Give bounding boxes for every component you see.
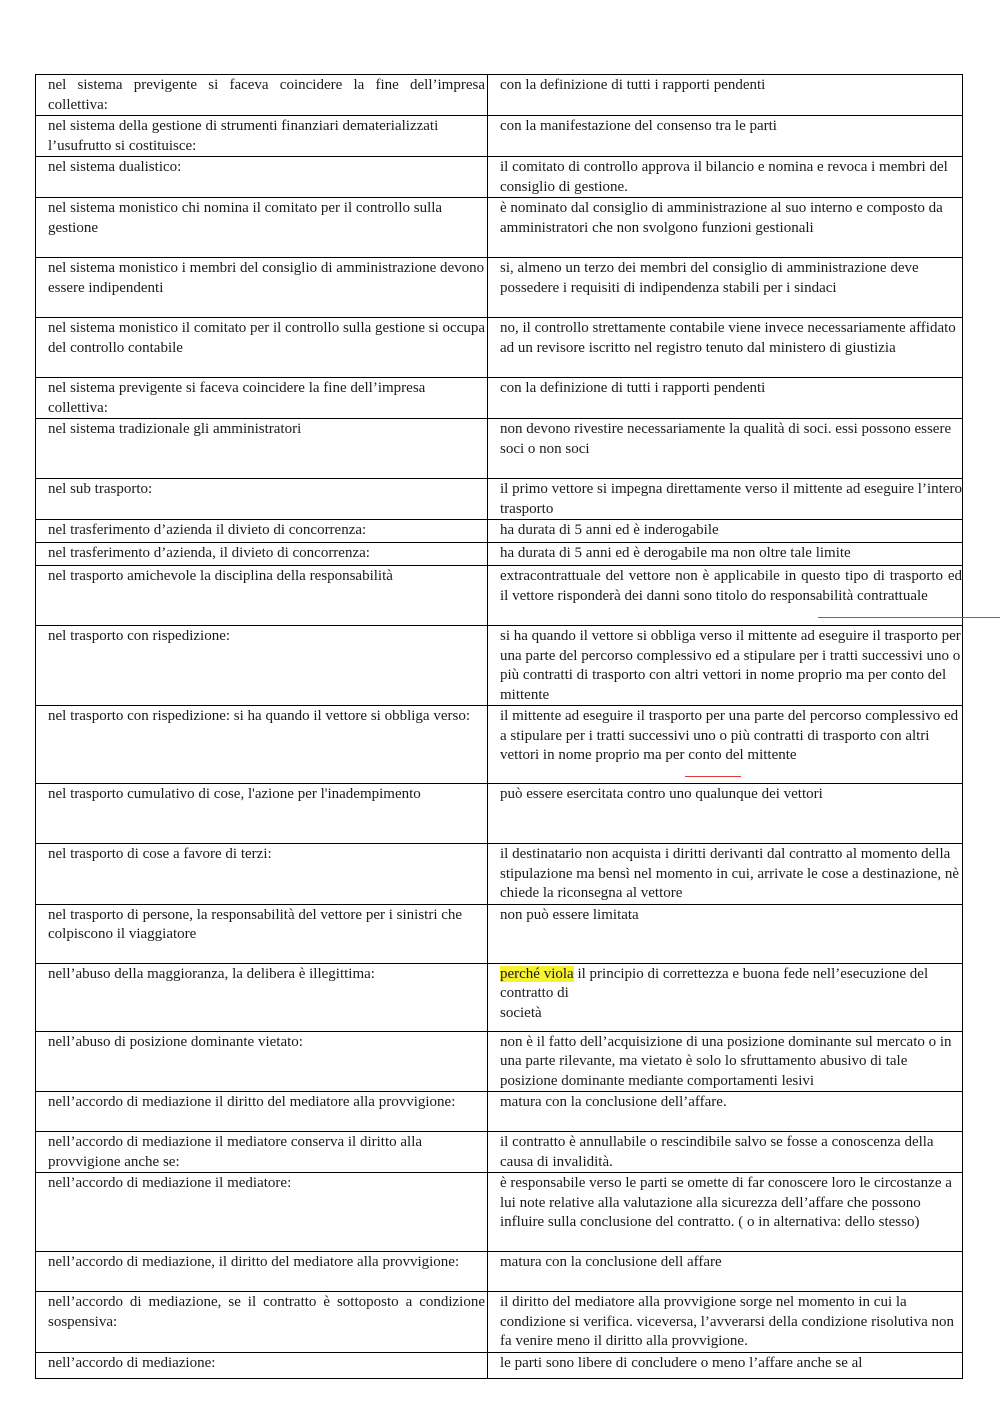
question-cell: nel trasporto con rispedizione: si ha quando il vettore si obbliga verso: — [36, 706, 488, 784]
answer-cell: con la definizione di tutti i rapporti pendenti — [488, 378, 963, 419]
table-row — [36, 116, 963, 157]
question-cell: nel sistema monistico il comitato per il controllo sulla gestione si occupa del controllo contabile — [36, 318, 488, 378]
table-row — [36, 75, 963, 116]
question-cell: nell’accordo di mediazione il mediatore conserva il diritto alla provvigione anche se: — [36, 1132, 488, 1173]
table-row — [36, 1173, 963, 1252]
table-row — [36, 844, 963, 905]
qa-table — [35, 74, 963, 1379]
table-row — [36, 479, 963, 520]
question-cell: nel sistema della gestione di strumenti finanziari dematerializzati l’usufrutto si costituisce: — [36, 116, 488, 157]
table-row — [36, 963, 963, 1031]
question-cell: nel sistema monistico chi nomina il comitato per il controllo sulla gestione — [36, 198, 488, 258]
table-row — [36, 784, 963, 844]
table-row — [36, 198, 963, 258]
table-row — [36, 1252, 963, 1292]
question-cell: nell’abuso di posizione dominante vietato: — [36, 1031, 488, 1092]
answer-cell: il diritto del mediatore alla provvigione sorge nel momento in cui la condizione si verifica. viceversa, l’avverarsi della condizione risolutiva non fa venire meno il diritto alla provvigione. — [488, 1292, 963, 1353]
question-cell: nell’accordo di mediazione il diritto del mediatore alla provvigione: — [36, 1092, 488, 1132]
question-cell: nel trasporto di persone, la responsabilità del vettore per i sinistri che colpiscono il viaggiatore — [36, 904, 488, 963]
question-cell: nel sistema tradizionale gli amministratori — [36, 419, 488, 479]
answer-cell: si ha quando il vettore si obbliga verso il mittente ad eseguire il trasporto per una parte del percorso complessivo ed a stipulare per i tratti successivi uno o più contratti di trasporto con altri vettori in nome proprio ma per conto del mittente — [488, 626, 963, 706]
question-cell: nel trasporto cumulativo di cose, l'azione per l'inadempimento — [36, 784, 488, 844]
highlighted-text: perché viola — [500, 965, 574, 982]
answer-cell: non devono rivestire necessariamente la qualità di soci. essi possono essere soci o non soci — [488, 419, 963, 479]
question-cell: nel sistema dualistico: — [36, 157, 488, 198]
question-cell: nell’accordo di mediazione il mediatore: — [36, 1173, 488, 1252]
answer-cell: si, almeno un terzo dei membri del consiglio di amministrazione deve possedere i requisiti di indipendenza stabili per i sindaci — [488, 258, 963, 318]
question-cell: nel sistema monistico i membri del consiglio di amministrazione devono essere indipendenti — [36, 258, 488, 318]
answer-cell: il comitato di controllo approva il bilancio e nomina e revoca i membri del consiglio di gestione. — [488, 157, 963, 198]
answer-cell: il primo vettore si impegna direttamente verso il mittente ad eseguire l’intero trasporto — [488, 479, 963, 520]
question-cell: nel trasporto con rispedizione: — [36, 626, 488, 706]
answer-cell: no, il controllo strettamente contabile viene invece necessariamente affidato ad un revisore iscritto nel registro tenuto dal ministero di giustizia — [488, 318, 963, 378]
answer-cell — [488, 963, 963, 1031]
answer-cell: è responsabile verso le parti se omette di far conoscere loro le circostanze a lui note relative alla valutazione alla sicurezza dell’affare che possono influire sulla conclusione del contratto. ( o in alternativa: dello stesso) — [488, 1173, 963, 1252]
answer-cell: con la manifestazione del consenso tra le parti — [488, 116, 963, 157]
answer-cell: il mittente ad eseguire il trasporto per una parte del percorso complessivo ed a stipulare per i tratti successivi uno o più contratti di trasporto con altri vettori in nome proprio ma per conto del mittente — [488, 706, 963, 784]
question-cell: nel sistema previgente si faceva coincidere la fine dell’impresa collettiva: — [36, 378, 488, 419]
red-annotation-line — [818, 617, 1000, 618]
red-annotation-line — [685, 776, 741, 777]
table-row — [36, 543, 963, 566]
answer-cell: extracontrattuale del vettore non è applicabile in questo tipo di trasporto ed il vettore risponderà dei danni sono titolo do responsabilità contrattuale — [488, 566, 963, 626]
question-cell: nell’abuso della maggioranza, la delibera è illegittima: — [36, 963, 488, 1031]
answer-cell: ha durata di 5 anni ed è inderogabile — [488, 520, 963, 543]
table-row — [36, 378, 963, 419]
table-row — [36, 318, 963, 378]
answer-text: il principio di correttezza e buona fede nell’esecuzione del contratto di — [500, 965, 929, 1001]
question-cell: nel sub trasporto: — [36, 479, 488, 520]
table-row — [36, 258, 963, 318]
question-cell: nel trasporto di cose a favore di terzi: — [36, 844, 488, 905]
answer-cell: matura con la conclusione dell affare — [488, 1252, 963, 1292]
table-row — [36, 1132, 963, 1173]
table-row — [36, 157, 963, 198]
table-row — [36, 1031, 963, 1092]
answer-cell: ha durata di 5 anni ed è derogabile ma non oltre tale limite — [488, 543, 963, 566]
question-cell: nel trasporto amichevole la disciplina della responsabilità — [36, 566, 488, 626]
table-row — [36, 520, 963, 543]
question-cell: nel sistema previgente si faceva coincidere la fine dell’impresa collettiva: — [36, 75, 488, 116]
table-row — [36, 1352, 963, 1378]
question-cell: nel trasferimento d’azienda il divieto di concorrenza: — [36, 520, 488, 543]
table-row — [36, 419, 963, 479]
answer-cell: è nominato dal consiglio di amministrazione al suo interno e composto da amministratori che non svolgono funzioni gestionali — [488, 198, 963, 258]
table-row — [36, 1292, 963, 1353]
answer-cell: matura con la conclusione dell’affare. — [488, 1092, 963, 1132]
answer-text: società — [500, 1004, 542, 1021]
answer-cell: con la definizione di tutti i rapporti pendenti — [488, 75, 963, 116]
answer-cell: non può essere limitata — [488, 904, 963, 963]
table-row — [36, 626, 963, 706]
answer-cell: il destinatario non acquista i diritti derivanti dal contratto al momento della stipulazione ma bensì nel momento in cui, arrivate le cose a destinazione, nè chiede la riconsegna al vettore — [488, 844, 963, 905]
table-row — [36, 904, 963, 963]
answer-cell: può essere esercitata contro uno qualunque dei vettori — [488, 784, 963, 844]
table-row — [36, 1092, 963, 1132]
answer-cell: le parti sono libere di concludere o meno l’affare anche se al — [488, 1352, 963, 1378]
answer-cell: non è il fatto dell’acquisizione di una posizione dominante sul mercato o in una parte rilevante, ma vietato è solo lo sfruttamento abusivo di tale posizione dominante mediante comportamenti lesivi — [488, 1031, 963, 1092]
answer-cell: il contratto è annullabile o rescindibile salvo se fosse a conoscenza della causa di invalidità. — [488, 1132, 963, 1173]
table-row — [36, 706, 963, 784]
question-cell: nel trasferimento d’azienda, il divieto di concorrenza: — [36, 543, 488, 566]
question-cell: nell’accordo di mediazione, se il contratto è sottoposto a condizione sospensiva: — [36, 1292, 488, 1353]
question-cell: nell’accordo di mediazione: — [36, 1352, 488, 1378]
question-cell: nell’accordo di mediazione, il diritto del mediatore alla provvigione: — [36, 1252, 488, 1292]
